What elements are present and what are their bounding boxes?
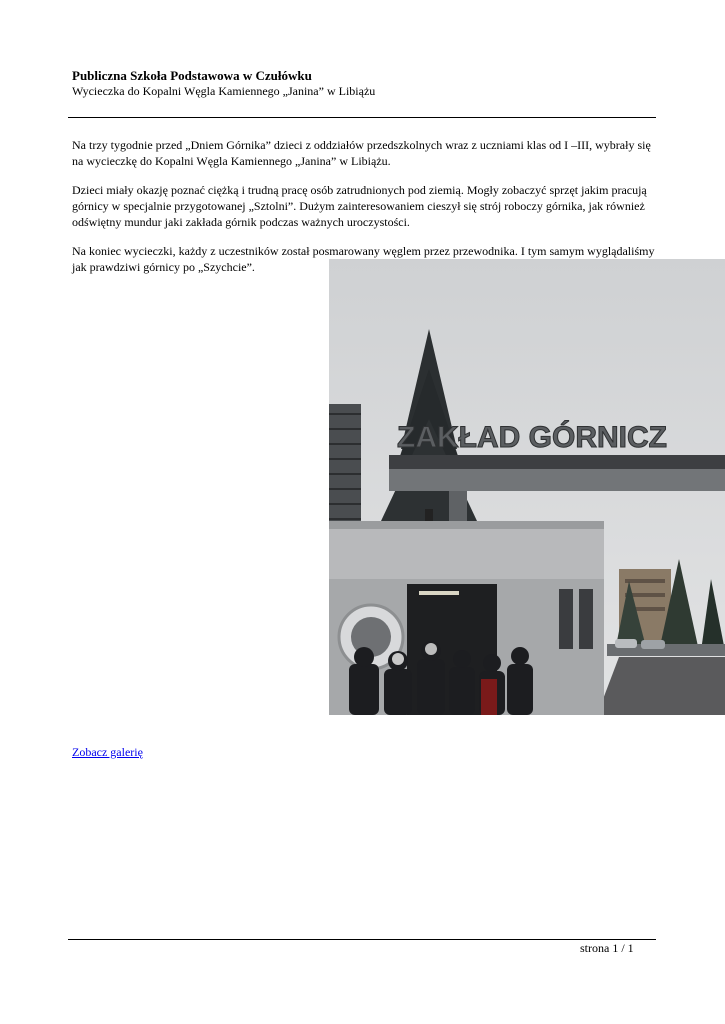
mine-entrance-photo: [329, 259, 725, 715]
school-title: Publiczna Szkoła Podstawowa w Czułówku: [72, 68, 312, 83]
article-paragraph: Na trzy tygodnie przed „Dniem Górnika” dzieci z oddziałów przedszkolnych wraz z uczniami klas od I –III, wybrały się na wycieczkę do Kopalni Węgla Kamiennego „Janina” w Libiążu.: [72, 138, 651, 168]
article-subtitle: Wycieczka do Kopalni Węgla Kamiennego „Janina” w Libiążu: [72, 84, 376, 98]
article-paragraph: Na koniec wycieczki, każdy z uczestników został posmarowany węglem przez przewodnika. I tym samym wyglądaliśmy jak prawdziwi górnicy po „Szychcie”.: [72, 244, 655, 274]
gallery-link[interactable]: Zobacz galerię: [72, 745, 143, 759]
mine-sign-text: ZAKŁAD GÓRNICZ: [397, 421, 667, 454]
article-paragraph: Dzieci miały okazję poznać ciężką i trudną pracę osób zatrudnionych pod ziemią. Mogły zobaczyć sprzęt jakim pracują górnicy w specjalnie przygotowanej „Sztolni”. Dużym zainteresowaniem cieszył się strój roboczy górnika, jak również odświętny mundur jaki zakłada górnik podczas ważnych uroczystości.: [72, 183, 647, 229]
footer-divider: [68, 939, 656, 940]
page-number: strona 1 / 1: [580, 941, 634, 955]
header-divider: [68, 117, 656, 118]
